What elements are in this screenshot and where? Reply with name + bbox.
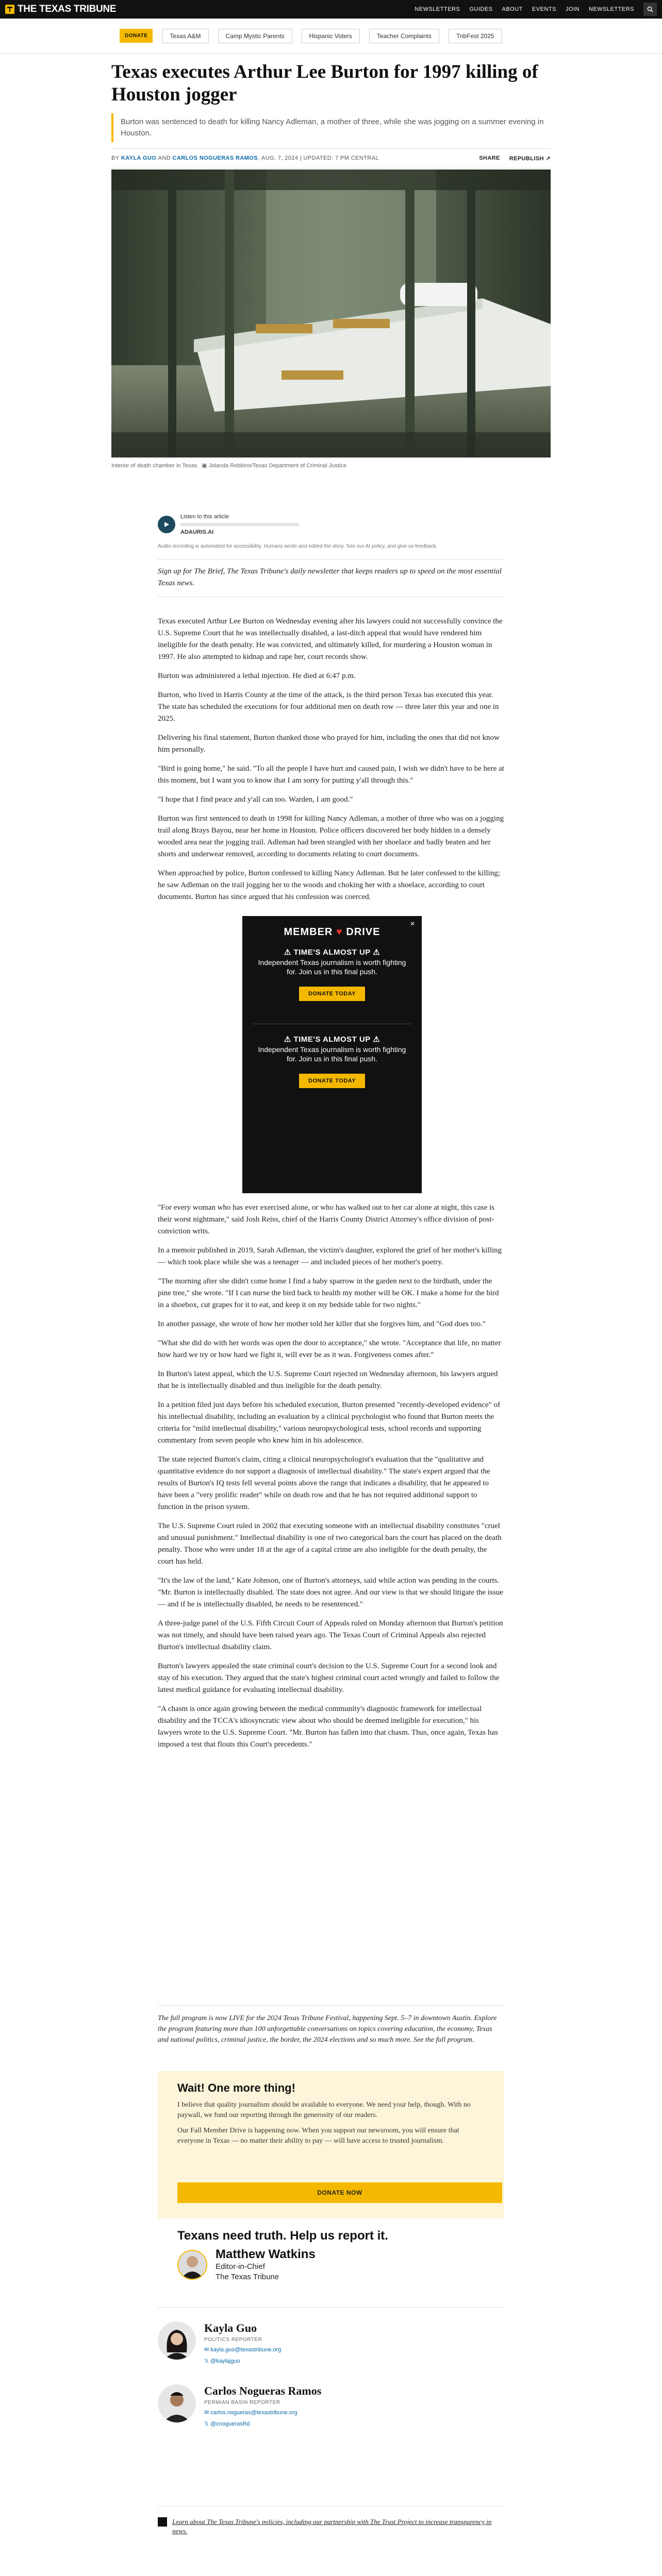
nav-events[interactable]: EVENTS	[532, 6, 556, 12]
paragraph: In a memoir published in 2019, Sarah Adleman, the victim's daughter, explored the grief of her mother's killing — which took place while she was a teenager — and included pieces of her mother's poetry.	[158, 1246, 502, 1266]
publish-date: AUG. 7, 2024	[261, 155, 299, 161]
tribune-icon	[158, 2517, 167, 2527]
trending-link[interactable]: Texas A&M	[162, 29, 208, 43]
paragraph: "The morning after she didn't come home I find a baby sparrow in the garden next to the birdbath, under the pine tree," she wrote. "If I can nurse the bird back to health my mother will be OK. I make a home for the bird in a shoebox, cut grapes for it to eat, and keep it on my bedside table for two nights."	[158, 1277, 499, 1309]
byline-and: AND	[158, 155, 171, 161]
audio-note: Audio recording is automated for accessibility. Humans wrote and edited the story. See our AI policy, and give us feedback.	[158, 544, 438, 549]
author-link[interactable]: CARLOS NOGUERAS RAMOS	[172, 155, 258, 161]
paragraph: "A chasm is once again growing between the medical community's diagnostic framework for intellectual disability and the TCCA's idiosyncratic view about who should be deemed ineligible for execution," his lawyers wrote to the U.S. Supreme Court. "Mr. Burton has fallen into that chasm. Thus, once again, Texas has imposed a test that flouts this Court's precedents."	[158, 1705, 498, 1749]
paragraph: When approached by police, Burton confessed to killing Nancy Adleman. But he later confessed to the killing; he saw Adleman on the trail jogging her to the woods and choking her with a shoelace, according to court documents. Burton has since argued that his confession was coerced.	[158, 869, 500, 901]
nav-about[interactable]: ABOUT	[502, 6, 523, 12]
modal-body: Independent Texas journalism is worth fighting for. Join us in this final push.	[258, 958, 406, 976]
paragraph: In another passage, she wrote of how her mother told her killer that she forgives him, and "God does too."	[158, 1320, 486, 1328]
audio-brand: ADAURIS.AI	[180, 529, 214, 535]
paragraph: "I hope that I find peace and y'all can too. Warden, I am good."	[158, 795, 353, 804]
appeal-title: Wait! One more thing!	[177, 2081, 295, 2094]
trending-link[interactable]: Camp Mystic Parents	[218, 29, 292, 43]
donate-today-button[interactable]: DONATE TODAY	[299, 1074, 365, 1088]
paragraph: Burton's lawyers appealed the state criminal court's decision to the U.S. Supreme Court for a second look and stay of his execution. They argued that the state's highest criminal court acted wrongly and failed to follow the latest medical guidance for evaluating intellectual disability.	[158, 1662, 500, 1694]
paragraph: "It's the law of the land," Kate Johnson, one of Burton's attorneys, said while action was pending in the courts. "Mr. Burton is intellectually disabled. The state does not agree. And our view is that we should litigate the issue — and if he is intellectually disabled, he needs to be resentenced."	[158, 1577, 503, 1608]
republish-button[interactable]: REPUBLISH ↗	[509, 156, 551, 162]
camera-icon: ▣	[202, 463, 207, 469]
paragraph: Delivering his final statement, Burton thanked those who prayed for him, including the ones that did not know him personally.	[158, 734, 500, 754]
author-social[interactable]: 𝕏 @cnoguerasRd	[204, 2421, 250, 2427]
share-button[interactable]: SHARE	[479, 155, 500, 161]
search-icon[interactable]	[643, 3, 657, 16]
author-name[interactable]: Carlos Nogueras Ramos	[204, 2384, 322, 2397]
donate-button[interactable]: DONATE	[120, 29, 153, 43]
paragraph: Texas executed Arthur Lee Burton on Wednesday evening after his lawyers could not successfully convince the U.S. Supreme Court that he was intellectually disabled, a last-ditch appeal that would have rendered him ineligible for the death penalty. He was convicted, and ultimately killed, for murdering a Houston woman in 1997. He also attempted to kidnap and rape her, court records show.	[158, 617, 503, 661]
paragraph: The U.S. Supreme Court ruled in 2002 that executing someone with an intellectual disability constitutes "cruel and unusual punishment." Intellectual disability is one of two categorical bars the court has placed on the death penalty. Those who were under 18 at the age of a capital crime are also ineligible for the death penalty, the court has held.	[158, 1522, 502, 1566]
member-drive-modal	[242, 916, 422, 1193]
article-body-bottom	[158, 1202, 504, 1758]
editor-role: Editor-in-Chief	[216, 2262, 265, 2271]
top-nav	[415, 3, 657, 16]
paragraph: The state rejected Burton's claim, citing a clinical neuropsychologist's evaluation that the "qualitative and quantitative evidence do not support a diagnosis of intellectual disability." The state's expert argued that the results of Burton's IQ tests fell several points above the range that indicates a disability, that he appeared to have been a "very prolific reader" while on death row and that he has not required additional support to function in the prison system.	[158, 1455, 490, 1511]
author-link[interactable]: KAYLA GUO	[121, 155, 157, 161]
appeal-paragraph: I believe that quality journalism should be available to everyone. We need your help, though. With no paywall, we fund our reporting through the generosity of our readers.	[177, 2101, 471, 2119]
paragraph: Burton was first sentenced to death in 1998 for killing Nancy Adleman, a mother of three who was on a jogging trail along Brays Bayou, near her home in Houston. Police officers discovered her body hidden in a densely wooded area near the jogging trail. Adleman had been strangled with her shoelace and badly beaten and her shorts and underwear removed, according to documents relating to court documents.	[158, 815, 504, 858]
logo-icon	[5, 5, 14, 14]
author-email[interactable]: ✉ carlos.nogueras@texastribune.org	[204, 2410, 297, 2416]
editor-name: Matthew Watkins	[216, 2247, 316, 2261]
author-email[interactable]: ✉ kayla.guo@texastribune.org	[204, 2347, 282, 2353]
audio-label: Listen to this article	[180, 514, 229, 520]
byline-prefix: BY	[111, 155, 120, 161]
author-card	[158, 2384, 321, 2428]
festival-text[interactable]: The full program is now LIVE for the 2024 Texas Tribune Festival, happening Sept. 5–7 in downtown Austin. Explore the program featuring more than 100 unforgettable conversations on topics covering education, the economy, Texas and national politics, criminal justice, the border, the 2024 elections and so much more. See the full program.	[158, 2014, 497, 2044]
x-icon: 𝕏	[204, 2421, 209, 2427]
paragraph: In Burton's latest appeal, which the U.S. Supreme Court rejected on Wednesday afternoon, his lawyers argued that he is intellectually disabled and thus ineligible for the death penalty.	[158, 1370, 498, 1390]
trending-link[interactable]: TribFest 2025	[449, 29, 502, 43]
nav-join[interactable]: JOIN	[565, 6, 580, 12]
festival-promo	[158, 2005, 504, 2045]
policy-note	[158, 2517, 504, 2536]
top-bar	[0, 0, 662, 19]
paragraph: In a petition filed just days before his scheduled execution, Burton presented "recently-developed evidence" of his intellectual disability, including an evaluation by a clinical psychologist who found that Burton meets the criteria for "mild intellectual disability," various neuropsychological tests, school records and supporting commentary from seven people who knew him in his adolescence.	[158, 1401, 501, 1445]
modal-headline: ⚠ TIME'S ALMOST UP ⚠	[284, 1035, 380, 1044]
x-icon: 𝕏	[204, 2358, 209, 2364]
author-role: PERMIAN BASIN REPORTER	[204, 2400, 280, 2405]
appeal-paragraph: Our Fall Member Drive is happening now. When you support our newsroom, you will ensure that everyone in Texas — no matter their ability to pay — will have access to trusted journalism.	[177, 2127, 459, 2145]
nav-guides[interactable]: GUIDES	[469, 6, 493, 12]
article-title: Texas executes Arthur Lee Burton for 1997 killing of Houston jogger	[111, 61, 538, 105]
paragraph: Burton, who lived in Harris County at the time of the attack, is the third person Texas has executed this year. The state has scheduled the executions for four additional men on death row — three later this year and one in 2025.	[158, 691, 499, 723]
editor-org: The Texas Tribune	[216, 2273, 279, 2281]
article-body-top	[158, 616, 504, 910]
avatar	[158, 2321, 196, 2360]
audio-player	[158, 513, 504, 550]
paragraph: A three-judge panel of the U.S. Fifth Circuit Court of Appeals ruled on Monday afternoon that Burton's petition was not timely, and should have been raised years ago. The Texas Court of Criminal Appeals also rejected Burton's intellectual disability claim.	[158, 1619, 503, 1651]
avatar	[158, 2384, 196, 2422]
paragraph: "For every woman who has ever exercised alone, or who has walked out to her car alone at night, this case is their worst nightmare," said Josh Reiss, chief of the Harris County District Attorney's office division of post-conviction writs.	[158, 1204, 494, 1235]
newsletter-signup-link[interactable]: Sign up for The Brief, The Texas Tribune's daily newsletter that keeps readers up to speed on the most essential Texas news.	[158, 567, 502, 587]
signup-block	[158, 559, 504, 597]
mail-icon: ✉	[204, 2410, 209, 2416]
audio-progress[interactable]	[180, 523, 299, 526]
modal-headline: ⚠ TIME'S ALMOST UP ⚠	[284, 948, 380, 957]
donation-appeal	[158, 2071, 504, 2218]
modal-title: MEMBER ♥ DRIVE	[284, 926, 380, 938]
close-icon[interactable]: ×	[410, 920, 415, 928]
trending-link[interactable]: Hispanic Voters	[302, 29, 360, 43]
nav-newsletters-2[interactable]: NEWSLETTERS	[588, 6, 634, 12]
modal-body: Independent Texas journalism is worth fighting for. Join us in this final push.	[258, 1045, 406, 1063]
byline: BY KAYLA GUO AND CARLOS NOGUERAS RAMOS , AUG. 7, 2024 | UPDATED: 7 PM CENTRAL SHARE REPUBLISH ↗	[111, 148, 551, 168]
play-icon[interactable]	[158, 516, 175, 533]
author-card	[158, 2321, 281, 2365]
policy-link[interactable]: Learn about The Texas Tribune's policies, including our partnership with The Trust Project to increase transparency in news.	[172, 2518, 492, 2535]
paragraph: Burton was administered a lethal injection. He died at 6:47 p.m.	[158, 672, 356, 680]
site-logo[interactable]: THE TEXAS TRIBUNE	[5, 4, 116, 15]
paragraph: "What she did do with her words was open the door to acceptance," she wrote. "Acceptance that life, no matter how hard we try or how hard we fight it, will ever be as it was. Forgiveness comes after."	[158, 1339, 501, 1359]
donate-today-button[interactable]: DONATE TODAY	[299, 987, 365, 1001]
updated-time: UPDATED: 7 PM CENTRAL	[303, 155, 379, 161]
author-name[interactable]: Kayla Guo	[204, 2321, 257, 2334]
article-header	[111, 54, 551, 168]
heart-icon: ♥	[336, 926, 343, 938]
appeal-heading: Texans need truth. Help us report it.	[177, 2229, 388, 2243]
mail-icon: ✉	[204, 2347, 209, 2353]
author-social[interactable]: 𝕏 @kaylajguo	[204, 2358, 240, 2364]
photo-caption: Interior of death chamber in Texas. ▣ Jolanda Robbins/Texas Department of Criminal Justice	[111, 463, 346, 469]
avatar	[177, 2250, 207, 2280]
trending-bar	[0, 19, 662, 54]
author-role: POLITICS REPORTER	[204, 2337, 262, 2343]
donate-now-button[interactable]: DONATE NOW	[177, 2182, 502, 2203]
editor-signature	[177, 2247, 316, 2282]
hero-image	[111, 170, 551, 457]
nav-newsletters[interactable]: NEWSLETTERS	[415, 6, 460, 12]
article-summary: Burton was sentenced to death for killing Nancy Adleman, a mother of three, while she was jogging on a summer evening in Houston.	[111, 113, 551, 142]
trending-link[interactable]: Teacher Complaints	[369, 29, 439, 43]
paragraph: "Bird is going home," he said. "To all the people I have hurt and caused pain, I wish we didn't have to be here at this moment, but I want you to know that I am sorry for putting y'all through this."	[158, 765, 504, 785]
